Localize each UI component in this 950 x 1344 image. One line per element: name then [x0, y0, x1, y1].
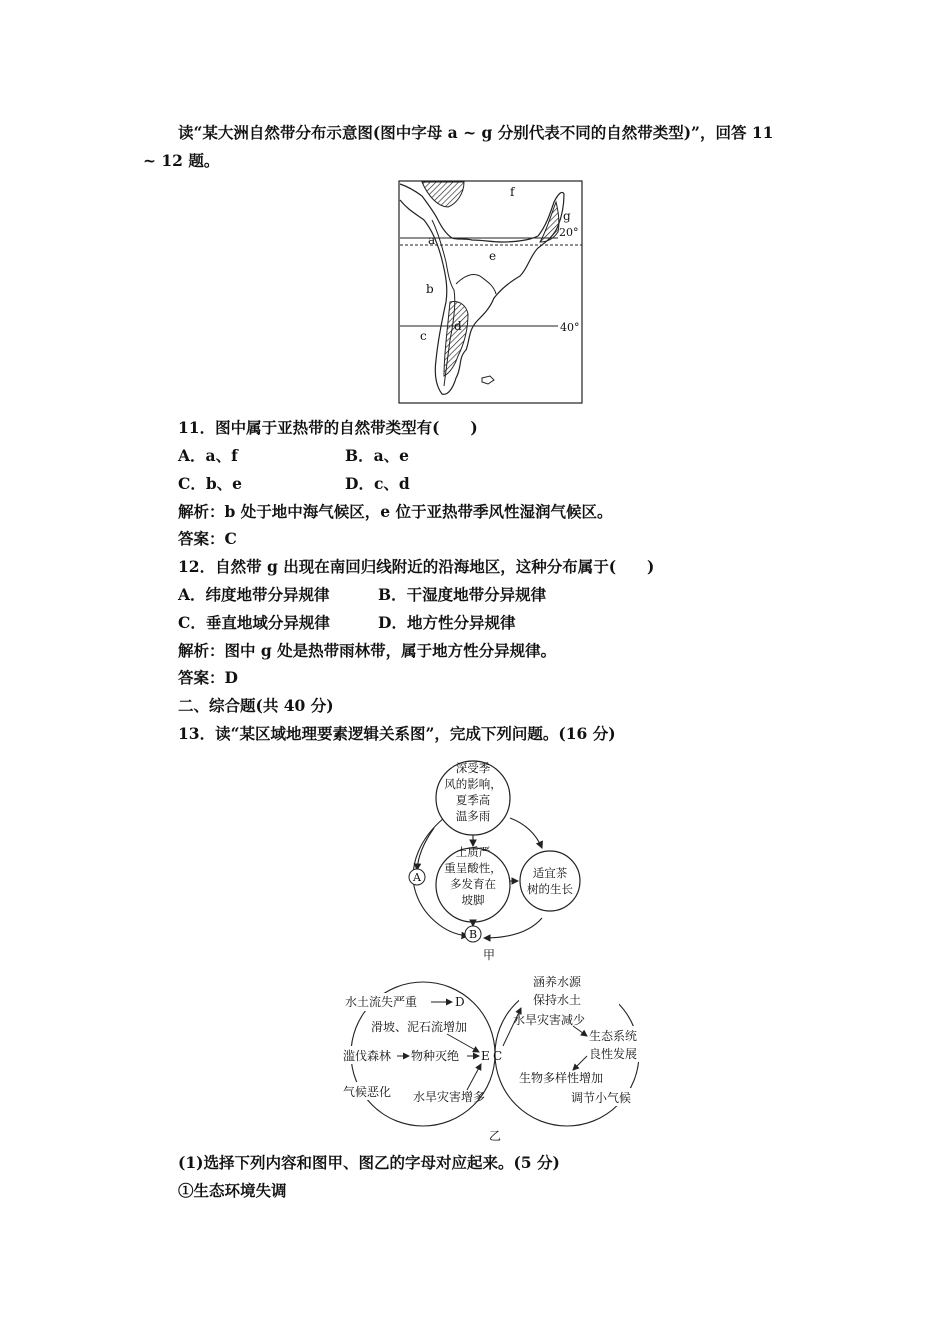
yi-soil-erosion: 水土流失严重 — [345, 995, 418, 1009]
jia-label-b: B — [468, 928, 478, 941]
intro-line-2: ~ 12 题。 — [143, 151, 220, 170]
q12-analysis: 解析：图中 g 处是热带雨林带，属于地方性分异规律。 — [178, 641, 557, 660]
section-2-title: 二、综合题(共 40 分) — [178, 696, 334, 715]
map-label-a: a — [428, 233, 436, 247]
jia-right-text-2: 树的生长 — [527, 882, 573, 896]
yi-biodiversity: 生物多样性增加 — [519, 1071, 604, 1085]
map-label-c: c — [420, 329, 427, 343]
jia-top-text-4: 温多雨 — [455, 809, 491, 823]
q11-option-a: A．a、f — [178, 446, 238, 465]
intro-line-1: 读“某大洲自然带分布示意图(图中字母 a ~ g 分别代表不同的自然带类型)”，回答 11 — [178, 123, 774, 142]
yi-eco-1: 生态系统 — [589, 1029, 638, 1043]
yi-eco-2: 良性发展 — [589, 1047, 638, 1061]
jia-right-circle — [520, 851, 580, 911]
yi-deforestation: 滥伐森林 — [343, 1049, 392, 1063]
q12-stem: 12．自然带 g 出现在南回归线附近的沿海地区，这种分布属于( ) — [178, 557, 655, 576]
yi-microclimate: 调节小气候 — [571, 1091, 632, 1105]
map-label-e: e — [489, 249, 497, 263]
jia-top-text-2: 风的影响， — [444, 777, 502, 791]
jia-center-text-2: 重呈酸性， — [444, 861, 502, 875]
q11-option-c: C．b、e — [178, 474, 243, 493]
yi-label-c: C — [493, 1049, 503, 1063]
q11-answer: 答案：C — [178, 529, 237, 548]
map-label-d: d — [454, 319, 462, 333]
q13-part1: (1)选择下列内容和图甲、图乙的字母对应起来。(5 分) — [178, 1153, 560, 1172]
map-label-20: 20° — [559, 226, 579, 239]
yi-label-d: D — [455, 995, 465, 1009]
q12-answer: 答案：D — [178, 668, 238, 687]
jia-loop-right — [510, 818, 542, 848]
yi-arrow-c-water — [503, 1008, 521, 1046]
yi-disaster-up: 水旱灾害增多 — [413, 1090, 486, 1104]
yi-landslide: 滑坡、泥石流增加 — [371, 1020, 468, 1034]
yi-water-2: 保持水土 — [533, 993, 582, 1007]
q11-option-b: B．a、e — [345, 446, 410, 465]
yi-arrow-eco-bio — [573, 1056, 587, 1070]
map-label-g: g — [563, 209, 571, 223]
yi-extinction: 物种灭绝 — [411, 1049, 460, 1063]
jia-label-a: A — [413, 871, 421, 884]
yi-arrow-dis-e — [467, 1064, 481, 1090]
q13-stem: 13．读“某区域地理要素逻辑关系图”，完成下列问题。(16 分) — [178, 724, 616, 743]
jia-caption: 甲 — [482, 948, 496, 962]
jia-center-text-4: 坡脚 — [461, 893, 485, 907]
yi-water-1: 涵养水源 — [533, 975, 582, 989]
jia-right-text-1: 适宜茶 — [532, 866, 568, 880]
diagram-jia — [400, 752, 590, 964]
q12-option-c: C．垂直地域分异规律 — [178, 613, 330, 632]
natural-zone-map — [398, 180, 584, 405]
jia-loop-bottom — [484, 918, 542, 938]
q12-option-b: B．干湿度地带分异规律 — [378, 585, 547, 604]
jia-top-text-1: 深受季 — [455, 761, 491, 775]
q11-stem: 11．图中属于亚热带的自然带类型有( ) — [178, 418, 478, 437]
map-label-b: b — [426, 282, 434, 296]
yi-label-e: E — [481, 1049, 490, 1063]
q11-analysis: 解析：b 处于地中海气候区，e 位于亚热带季风性湿润气候区。 — [178, 502, 613, 521]
q11-option-d: D．c、d — [345, 474, 410, 493]
jia-top-text-3: 夏季高 — [455, 793, 491, 807]
yi-caption: 乙 — [488, 1129, 502, 1143]
map-label-f: f — [510, 185, 515, 199]
diagram-yi — [335, 968, 655, 1146]
q13-item1: ①生态环境失调 — [178, 1181, 287, 1200]
yi-disaster-down: 水旱灾害减少 — [513, 1013, 586, 1027]
q12-option-d: D．地方性分异规律 — [378, 613, 516, 632]
yi-climate: 气候恶化 — [343, 1085, 392, 1099]
jia-center-text-3: 多发育在 — [450, 877, 496, 891]
map-label-40: 40° — [560, 321, 580, 334]
q12-option-a: A．纬度地带分异规律 — [178, 585, 330, 604]
jia-center-text-1: 土质严 — [455, 845, 491, 859]
